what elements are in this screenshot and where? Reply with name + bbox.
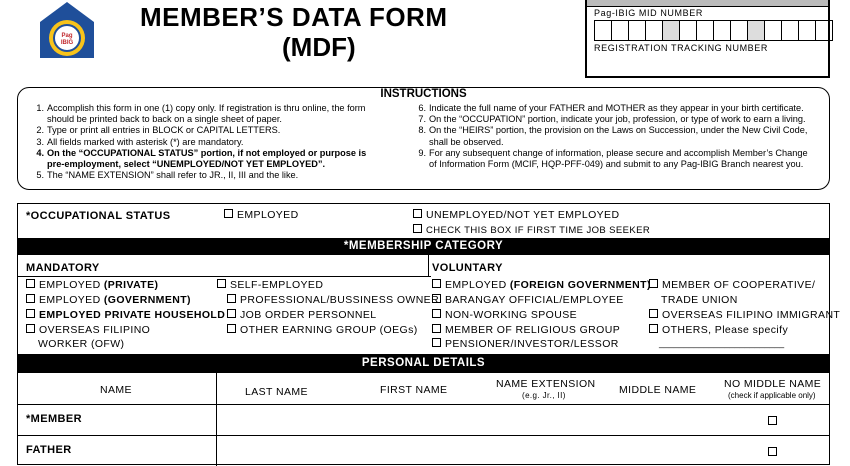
personal-details-bar: PERSONAL DETAILS <box>18 354 829 373</box>
others-checkbox[interactable] <box>649 324 658 333</box>
employed-private-checkbox[interactable] <box>26 279 35 288</box>
foreign-gov-checkbox[interactable] <box>432 279 441 288</box>
instruction-item: 5. The “NAME EXTENSION” shall refer to JR., II, III and the like. <box>36 170 299 181</box>
self-employed-option[interactable]: SELF-EMPLOYED <box>217 279 323 291</box>
professional-option[interactable]: PROFESSIONAL/BUSSINESS OWNER <box>227 294 439 306</box>
instruction-item: 6. Indicate the full name of your FATHER and MOTHER as they appear in your birth certificate. <box>418 103 804 113</box>
immigrant-option[interactable]: OVERSEAS FILIPINO IMMIGRANT <box>649 309 840 321</box>
father-row-label: FATHER <box>26 444 72 456</box>
instructions-heading: INSTRUCTIONS <box>380 88 467 100</box>
instruction-item: 4. On the “OCCUPATIONAL STATUS” portion, if not employed or purpose is <box>36 147 367 158</box>
father-no-middle-name-checkbox[interactable] <box>768 447 777 456</box>
ofw-checkbox[interactable] <box>26 324 35 333</box>
voluntary-label: VOLUNTARY <box>432 262 503 274</box>
job-order-option[interactable]: JOB ORDER PERSONNEL <box>227 309 377 321</box>
non-working-spouse-checkbox[interactable] <box>432 309 441 318</box>
member-form <box>17 203 841 465</box>
rtn-label: REGISTRATION TRACKING NUMBER <box>594 43 768 53</box>
professional-checkbox[interactable] <box>227 294 236 303</box>
membership-category-bar: *MEMBERSHIP CATEGORY <box>18 238 829 255</box>
unemployed-checkbox[interactable] <box>413 209 422 218</box>
employed-household-option[interactable]: EMPLOYED PRIVATE HOUSEHOLD <box>26 309 225 321</box>
name-header: NAME <box>100 384 132 396</box>
form-subtitle: (MDF) <box>282 32 356 62</box>
cooperative-label-cont: TRADE UNION <box>661 294 738 306</box>
pensioner-option[interactable]: PENSIONER/INVESTOR/LESSOR <box>432 338 619 350</box>
last-name-header: LAST NAME <box>245 386 308 398</box>
employed-checkbox[interactable] <box>224 209 233 218</box>
name-extension-example: (e.g. Jr., II) <box>522 391 566 400</box>
employed-government-option[interactable]: EMPLOYED (GOVERNMENT) <box>26 294 191 306</box>
instruction-item: 3. All fields marked with asterisk (*) are mandatory. <box>36 136 244 147</box>
mid-number-field[interactable] <box>594 20 832 41</box>
no-middle-name-note: (check if applicable only) <box>728 391 816 400</box>
first-name-header: FIRST NAME <box>380 384 448 396</box>
instruction-item: 9. For any subsequent change of information, please secure and accomplish Member’s Change <box>418 147 808 158</box>
svg-text:IBIG: IBIG <box>60 40 74 46</box>
other-earning-option[interactable]: OTHER EARNING GROUP (OEGs) <box>227 324 418 336</box>
mandatory-label: MANDATORY <box>26 262 100 274</box>
first-time-jobseeker-checkbox[interactable] <box>413 224 422 233</box>
instruction-item: 7. On the “OCCUPATION” portion, indicate your job, profession, or type of work to earn a living. <box>418 114 806 125</box>
barangay-option[interactable]: BARANGAY OFFICIAL/EMPLOYEE <box>432 294 624 306</box>
name-extension-header: NAME EXTENSION <box>496 378 596 390</box>
self-employed-checkbox[interactable] <box>217 279 226 288</box>
others-option[interactable]: OTHERS, Please specify <box>649 324 788 336</box>
instruction-item: 2. Type or print all entries in BLOCK or CAPITAL LETTERS. <box>36 125 281 136</box>
instruction-item: 8. On the “HEIRS” portion, the provision on the Laws on Succession, under the New Civil Code, <box>418 125 808 136</box>
ofw-label-cont: WORKER (OFW) <box>38 338 125 350</box>
non-working-spouse-option[interactable]: NON-WORKING SPOUSE <box>432 309 577 321</box>
employed-option[interactable]: EMPLOYED <box>224 209 299 221</box>
form-title: MEMBER’S DATA FORM <box>140 2 448 32</box>
instruction-item: 1. Accomplish this form in one (1) copy only. If registration is thru online, the form <box>36 103 366 113</box>
id-number-box <box>585 0 830 78</box>
no-middle-name-header: NO MIDDLE NAME <box>724 378 822 390</box>
mid-number-label: Pag-IBIG MID NUMBER <box>594 8 703 18</box>
employed-government-checkbox[interactable] <box>26 294 35 303</box>
member-row-label: *MEMBER <box>26 413 82 425</box>
immigrant-checkbox[interactable] <box>649 309 658 318</box>
job-order-checkbox[interactable] <box>227 309 236 318</box>
employed-household-checkbox[interactable] <box>26 309 35 318</box>
instruction-item: shall be observed. <box>429 136 504 147</box>
member-no-middle-name-checkbox[interactable] <box>768 416 777 425</box>
cooperative-option[interactable]: MEMBER OF COOPERATIVE/ <box>649 279 815 291</box>
svg-text:Pag: Pag <box>61 33 73 39</box>
unemployed-option[interactable]: UNEMPLOYED/NOT YET EMPLOYED <box>413 209 619 221</box>
employed-private-option[interactable]: EMPLOYED (PRIVATE) <box>26 279 158 291</box>
religious-group-option[interactable]: MEMBER OF RELIGIOUS GROUP <box>432 324 620 336</box>
pagibig-logo <box>36 0 98 62</box>
instruction-item: of Information Form (MCIF, HQP-PFF-049) and submit to any Pag-IBIG Branch nearest you. <box>429 159 804 170</box>
cooperative-checkbox[interactable] <box>649 279 658 288</box>
other-earning-checkbox[interactable] <box>227 324 236 333</box>
ofw-option[interactable]: OVERSEAS FILIPINO <box>26 324 150 336</box>
others-specify-field[interactable]: _________________________ <box>659 338 785 348</box>
pensioner-checkbox[interactable] <box>432 338 441 347</box>
instructions-panel <box>17 87 830 190</box>
occupational-status-label: *OCCUPATIONAL STATUS <box>26 210 171 222</box>
instruction-item: pre-employment, select “UNEMPLOYED/NOT YET EMPLOYED”. <box>47 159 326 170</box>
middle-name-header: MIDDLE NAME <box>619 384 697 396</box>
foreign-gov-option[interactable]: EMPLOYED (FOREIGN GOVERNMENT) <box>432 279 651 291</box>
instruction-item: should be printed back to back on a single sheet of paper. <box>47 114 282 125</box>
first-time-jobseeker-option[interactable]: CHECK THIS BOX IF FIRST TIME JOB SEEKER <box>413 224 650 236</box>
barangay-checkbox[interactable] <box>432 294 441 303</box>
religious-group-checkbox[interactable] <box>432 324 441 333</box>
